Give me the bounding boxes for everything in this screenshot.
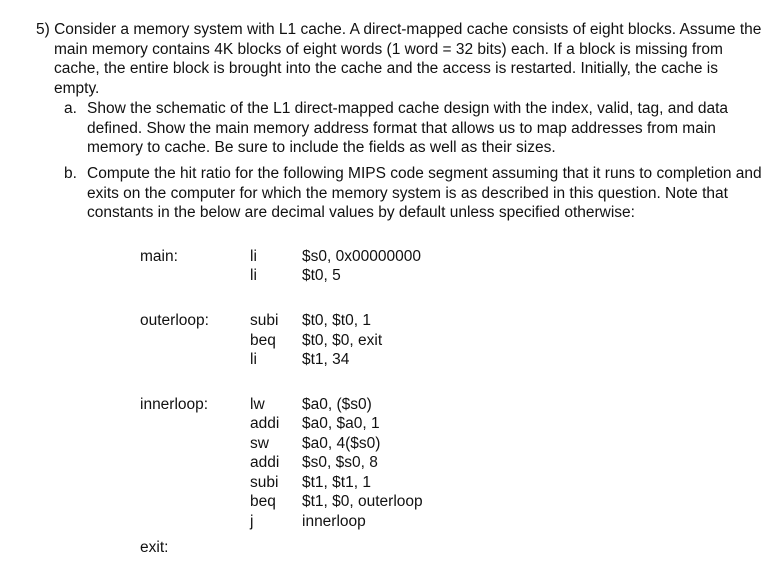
instruction-op: addi (250, 415, 280, 432)
instruction-op: beq (250, 332, 276, 349)
code-label-exit: exit: (140, 539, 169, 556)
instruction-args: innerloop (302, 513, 366, 530)
code-label-main: main: (140, 248, 178, 265)
part-line: exits on the computer for which the memory system is as described in this question. Note that (87, 184, 728, 202)
question-line: empty. (54, 79, 100, 97)
instruction-op: addi (250, 454, 280, 471)
instruction-op: sw (250, 435, 269, 452)
instruction-op: li (250, 351, 257, 368)
instruction-args: $t1, $0, outerloop (302, 493, 423, 510)
instruction-args: $a0, $a0, 1 (302, 415, 380, 432)
instruction-args: $t0, 5 (302, 267, 341, 284)
instruction-op: subi (250, 312, 279, 329)
instruction-op: beq (250, 493, 276, 510)
instruction-args: $a0, ($s0) (302, 396, 372, 413)
instruction-op: li (250, 267, 257, 284)
instruction-args: $t1, 34 (302, 351, 350, 368)
instruction-op: subi (250, 474, 279, 491)
code-label-outerloop: outerloop: (140, 312, 209, 329)
instruction-op: li (250, 248, 257, 265)
part-a-label: a. (64, 100, 77, 117)
instruction-args: $s0, 0x00000000 (302, 248, 421, 265)
question-line: 5) Consider a memory system with L1 cache. A direct-mapped cache consists of eight blocks. Assume the (36, 21, 762, 38)
instruction-args: $t1, $t1, 1 (302, 474, 371, 491)
instruction-args: $s0, $s0, 8 (302, 454, 378, 471)
question-line: main memory contains 4K blocks of eight words (1 word = 32 bits) each. If a block is missing from (54, 40, 723, 58)
instruction-op: j (250, 513, 254, 530)
part-line: constants in the below are decimal values by default unless specified otherwise: (87, 204, 635, 222)
instruction-op: lw (250, 396, 265, 413)
instruction-args: $a0, 4($s0) (302, 435, 381, 452)
instruction-args: $t0, $t0, 1 (302, 312, 371, 329)
part-line: Compute the hit ratio for the following MIPS code segment assuming that it runs to completion and (87, 165, 762, 182)
question-line: cache, the entire block is brought into the cache and the access is restarted. Initially, the cache is (54, 60, 718, 78)
part-line: defined. Show the main memory address format that allows us to map addresses from main (87, 119, 716, 137)
instruction-args: $t0, $0, exit (302, 332, 383, 349)
part-line: Show the schematic of the L1 direct-mapped cache design with the index, valid, tag, and data (87, 100, 729, 117)
part-line: memory to cache. Be sure to include the fields as well as their sizes. (87, 139, 556, 157)
code-label-innerloop: innerloop: (140, 396, 209, 413)
part-b-label: b. (64, 165, 77, 182)
